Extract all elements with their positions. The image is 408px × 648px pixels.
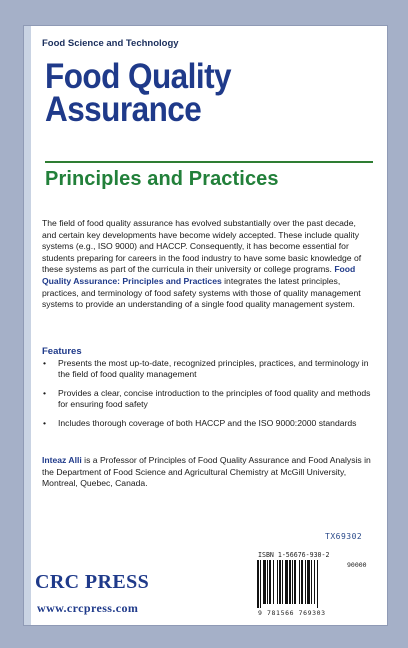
bullet-icon: • — [43, 387, 47, 398]
author-bio-text: is a Professor of Principles of Food Quality Assurance and Food Analysis in the Department of Food Science and Agricultural Chemistry at McGill University, Montreal, Quebec, Canada. — [42, 455, 371, 489]
barcode-digits: 9 781566 769303 — [258, 609, 326, 617]
book-title: Food Quality Assurance — [45, 57, 232, 129]
description-bold-title: Food Quality Assurance: Principles and Practices — [42, 264, 356, 286]
feature-item — [42, 358, 372, 381]
feature-item — [42, 418, 372, 429]
features-heading: Features — [42, 346, 82, 357]
description-text-1: The field of food quality assurance has evolved substantially over the past decade, and certain key developments have become widely accepted. These include quality systems (e.g., ISO 9000) and HACCP. Consequently, it has become essential for students preparing for careers in the food industry to have some basic knowledge of these systems as part of the curricula in their university or college programs. — [42, 218, 362, 275]
price-code: 90000 — [347, 561, 367, 569]
cover-edge-strip — [24, 26, 31, 625]
description-text-2: integrates the latest principles, practices, and terminology of food safety systems with those of quality management systems to provide an understanding of a single food quality management system. — [42, 275, 361, 310]
publisher-website: www.crcpress.com — [37, 601, 139, 615]
catalog-code: TX69302 — [325, 532, 363, 541]
book-subtitle: Principles and Practices — [45, 168, 279, 190]
feature-text: Includes thorough coverage of both HACCP and the ISO 9000:2000 standards — [58, 417, 357, 428]
author-bio — [42, 455, 372, 490]
feature-text: Presents the most up-to-date, recognized principles, practices, and terminology in the field of food quality management — [58, 358, 369, 380]
book-description — [42, 218, 372, 311]
title-divider — [45, 161, 373, 163]
isbn-text: ISBN 1-56676-930-2 — [258, 551, 330, 559]
bullet-icon: • — [43, 417, 47, 428]
author-name: Inteaz Alli — [42, 455, 82, 465]
barcode-icon — [255, 560, 343, 608]
bullet-icon: • — [43, 358, 47, 368]
features-list — [42, 358, 372, 436]
publisher-logo: CRC PRESS — [35, 571, 150, 593]
feature-text: Provides a clear, concise introduction to the principles of food quality and methods for ensuring food safety — [58, 387, 371, 410]
series-label: Food Science and Technology — [42, 38, 179, 49]
feature-item — [42, 388, 372, 411]
